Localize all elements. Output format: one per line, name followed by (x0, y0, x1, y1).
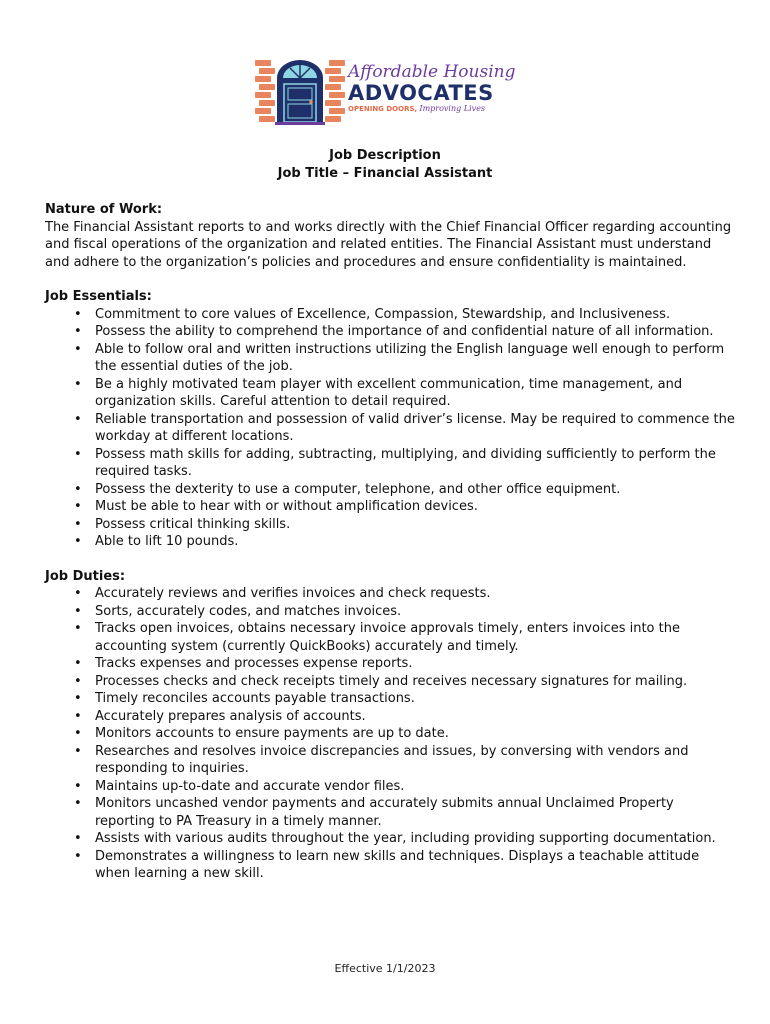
list-item-text: Maintains up-to-date and accurate vendor files. (95, 778, 405, 794)
logo (253, 54, 515, 126)
logo-main-text: ADVOCATES (348, 81, 494, 105)
bullet-icon: • (74, 831, 82, 846)
list-item (45, 306, 735, 324)
door-bricks-icon (253, 54, 348, 126)
bullet-icon: • (74, 376, 82, 392)
list-item-text: Demonstrates a willingness to learn new skills and techniques. Displays a teachable attitude when learning a new skill. (95, 848, 700, 881)
nature-of-work-text: The Financial Assistant reports to and works directly with the Chief Financial Officer regarding accounting and fiscal operations of the organization and related entities. The Financial Assistant must understand and adhere to the organization’s policies and procedures and ensure confidentiality is maintained. (45, 219, 732, 270)
bullet-icon: • (74, 516, 82, 532)
bullet-icon: • (74, 796, 82, 811)
bullet-icon: • (74, 656, 82, 671)
list-item-text: Sorts, accurately codes, and matches invoices. (95, 603, 402, 619)
bullet-icon: • (74, 306, 82, 322)
list-item-text: Accurately prepares analysis of accounts. (95, 708, 366, 724)
list-item (45, 376, 735, 411)
list-item (45, 585, 735, 603)
list-item (45, 620, 735, 655)
list-item-text: Possess math skills for adding, subtracting, multiplying, and dividing sufficiently to perform the required tasks. (95, 446, 716, 479)
bullet-icon: • (74, 743, 82, 759)
bullet-icon: • (74, 324, 82, 339)
list-item (45, 725, 735, 743)
document-heading: Job Description (329, 148, 441, 163)
list-item (45, 603, 735, 621)
list-item-text: Possess the ability to comprehend the importance of and confidential nature of all information. (95, 324, 714, 339)
effective-date-footer: Effective 1/1/2023 (334, 962, 436, 975)
list-item (45, 708, 735, 726)
list-item (45, 778, 735, 796)
list-item (45, 411, 735, 446)
list-item-text: Able to lift 10 pounds. (95, 534, 239, 549)
job-essentials-title: Job Essentials: (45, 289, 152, 304)
bullet-icon: • (74, 603, 82, 619)
bullet-icon: • (74, 848, 82, 864)
list-item (45, 498, 735, 516)
document-body (45, 201, 735, 900)
list-item (45, 323, 735, 341)
list-item-text: Tracks expenses and processes expense reports. (95, 656, 413, 671)
bullet-icon: • (74, 708, 82, 724)
logo-script-text: Affordable Housing (348, 62, 516, 82)
list-item (45, 516, 735, 534)
list-item-text: Timely reconciles accounts payable transactions. (95, 691, 415, 706)
list-item-text: Possess critical thinking skills. (95, 516, 291, 532)
list-item (45, 533, 735, 551)
list-item-text: Be a highly motivated team player with excellent communication, time management, and organization skills. Careful attention to detail required. (95, 376, 683, 409)
job-duties-title: Job Duties: (45, 568, 126, 584)
bullet-icon: • (74, 481, 82, 497)
list-item (45, 795, 735, 830)
list-item-text: Possess the dexterity to use a computer, telephone, and other office equipment. (95, 481, 621, 497)
bullet-icon: • (74, 534, 82, 549)
list-item-text: Commitment to core values of Excellence, Compassion, Stewardship, and Inclusiveness. (95, 306, 671, 322)
list-item (45, 673, 735, 691)
bullet-icon: • (74, 691, 82, 706)
nature-of-work-title: Nature of Work: (45, 202, 163, 217)
list-item (45, 446, 735, 481)
list-item-text: Must be able to hear with or without amplification devices. (95, 499, 478, 514)
list-item-text: Able to follow oral and written instructions utilizing the English language well enough to perform the essential duties of the job. (95, 341, 725, 374)
list-item-text: Tracks open invoices, obtains necessary invoice approvals timely, enters invoices into the accounting system (currently QuickBooks) accurately and timely. (95, 621, 680, 654)
bullet-icon: • (74, 621, 82, 636)
list-item (45, 341, 735, 376)
list-item-text: Reliable transportation and possession of valid driver’s license. May be required to commence the workday at different locations. (95, 411, 735, 444)
list-item-text: Processes checks and check receipts timely and receives necessary signatures for mailing. (95, 673, 688, 689)
bullet-icon: • (74, 586, 82, 601)
list-item-text: Monitors accounts to ensure payments are up to date. (95, 726, 449, 741)
bullet-icon: • (74, 341, 82, 357)
bullet-icon: • (74, 411, 82, 427)
list-item-text: Assists with various audits throughout the year, including providing supporting documentation. (95, 831, 716, 846)
logo-tagline (348, 104, 518, 114)
bullet-icon: • (74, 446, 82, 462)
list-item (45, 743, 735, 778)
bullet-icon: • (74, 673, 82, 689)
list-item (45, 830, 735, 848)
logo-tagline-a: OPENING DOORS, (348, 105, 418, 113)
job-duties-list (45, 585, 735, 883)
list-item-text: Monitors uncashed vendor payments and accurately submits annual Unclaimed Property reporting to PA Treasury in a timely manner. (95, 796, 674, 829)
job-title: Job Title – Financial Assistant (277, 166, 493, 181)
job-essentials-list (45, 306, 735, 551)
bullet-icon: • (74, 726, 82, 741)
list-item (45, 848, 735, 883)
list-item-text: Researches and resolves invoice discrepancies and issues, by conversing with vendors and responding to inquiries. (95, 743, 689, 776)
list-item (45, 655, 735, 673)
list-item (45, 690, 735, 708)
list-item-text: Accurately reviews and verifies invoices and check requests. (95, 586, 491, 601)
logo-tagline-b: Improving Lives (419, 104, 486, 113)
list-item (45, 481, 735, 499)
bullet-icon: • (74, 499, 82, 514)
bullet-icon: • (74, 778, 82, 794)
